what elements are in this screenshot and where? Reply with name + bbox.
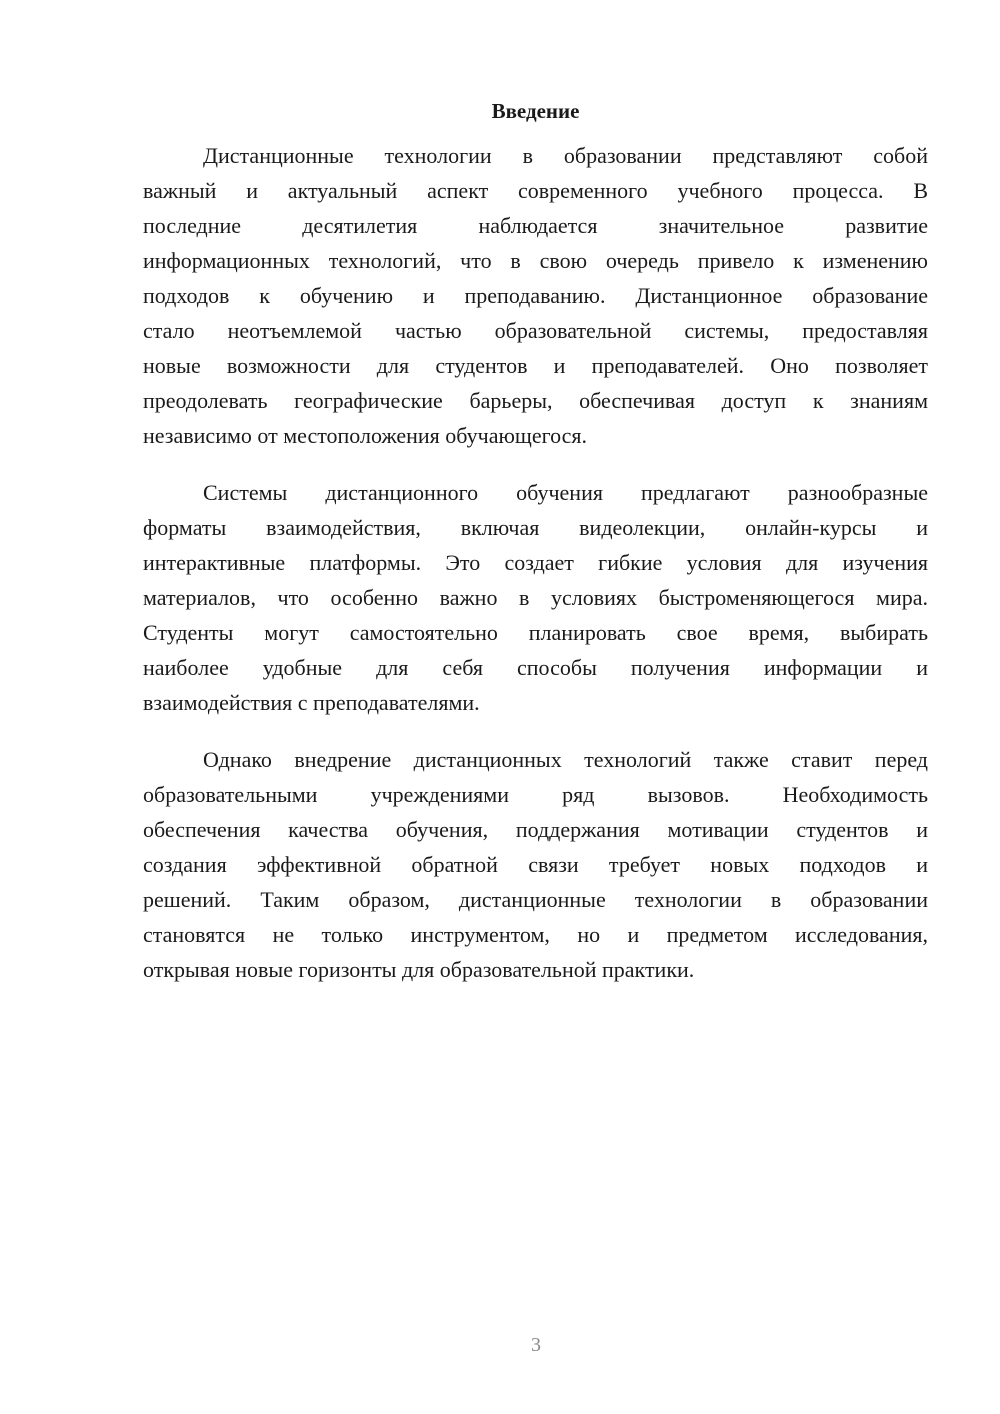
paragraph-2 xyxy=(143,475,928,720)
page-content xyxy=(143,96,928,1009)
paragraph-3 xyxy=(143,742,928,987)
text-line: обеспечения качества обучения, поддержания мотивации студентов и xyxy=(143,817,928,842)
text-line: подходов к обучению и преподаванию. Дистанционное образование xyxy=(143,283,928,308)
text-line: новые возможности для студентов и преподавателей. Оно позволяет xyxy=(143,353,928,378)
text-line: интерактивные платформы. Это создает гибкие условия для изучения xyxy=(143,550,928,575)
text-line: информационных технологий, что в свою очередь привело к изменению xyxy=(143,248,928,273)
text-line: важный и актуальный аспект современного учебного процесса. В xyxy=(143,178,928,203)
text-line: открывая новые горизонты для образовательной практики. xyxy=(143,957,695,982)
text-line: форматы взаимодействия, включая видеолекции, онлайн-курсы и xyxy=(143,515,928,540)
text-line: решений. Таким образом, дистанционные технологии в образовании xyxy=(143,887,928,912)
text-line: стало неотъемлемой частью образовательной системы, предоставляя xyxy=(143,318,928,343)
text-line: независимо от местоположения обучающегося. xyxy=(143,423,588,448)
text-line: Студенты могут самостоятельно планировать свое время, выбирать xyxy=(143,620,928,645)
text-line: становятся не только инструментом, но и предметом исследования, xyxy=(143,922,928,947)
text-line: взаимодействия с преподавателями. xyxy=(143,690,480,715)
text-line: Системы дистанционного обучения предлагают разнообразные xyxy=(203,480,928,505)
text-line: создания эффективной обратной связи требует новых подходов и xyxy=(143,852,928,877)
text-line: наиболее удобные для себя способы получения информации и xyxy=(143,655,928,680)
section-heading: Введение xyxy=(491,99,580,123)
text-line: преодолевать географические барьеры, обеспечивая доступ к знаниям xyxy=(143,388,928,413)
text-line: образовательными учреждениями ряд вызовов. Необходимость xyxy=(143,782,928,807)
text-line: Дистанционные технологии в образовании представляют собой xyxy=(203,143,928,168)
page-number: 3 xyxy=(531,1334,541,1356)
paragraph-1 xyxy=(143,138,928,453)
text-line: Однако внедрение дистанционных технологий также ставит перед xyxy=(203,747,928,772)
text-line: последние десятилетия наблюдается значительное развитие xyxy=(143,213,928,238)
text-line: материалов, что особенно важно в условиях быстроменяющегося мира. xyxy=(143,585,928,610)
